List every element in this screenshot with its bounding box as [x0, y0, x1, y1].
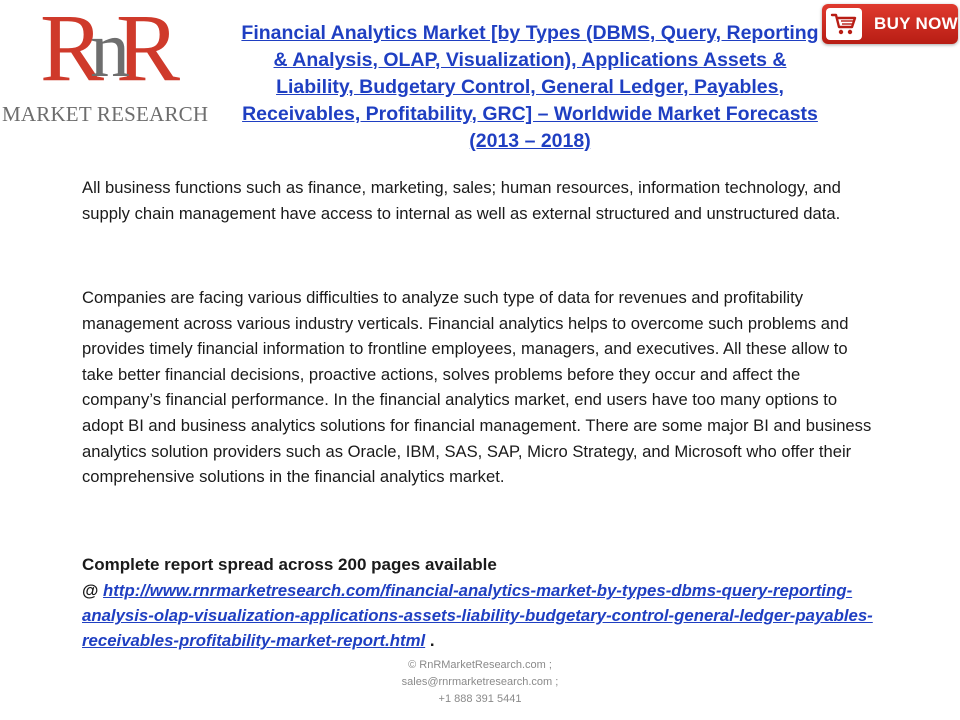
paragraph-intro: All business functions such as finance, marketing, sales; human resources, information technology, and supply chain management have access to internal as well as external structured and unstructured data. — [82, 178, 841, 223]
buy-now-label: BUY NOW — [874, 14, 958, 33]
logo-monogram — [40, 0, 166, 102]
company-logo — [0, 0, 230, 126]
shopping-cart-icon — [826, 8, 862, 40]
report-availability — [82, 552, 882, 653]
paragraph-details: Companies are facing various difficulties to analyze such type of data for revenues and profitability management across various industry verticals. Financial analytics helps to overcome such problems and provides timely financial information to frontline employees, managers, and executives. All these allow to take better financial decisions, proactive actions, solves problems before they occur and affect the company’s financial performance. In the financial analytics market, end users have too many options to adopt BI and business analytics solutions for financial management. There are some major BI and business analytics solution providers such as Oracle, IBM, SAS, SAP, Micro Strategy, and Microsoft who offer their comprehensive solutions in the financial analytics market. — [82, 288, 872, 487]
logo-letter-right: R — [116, 0, 167, 101]
buy-now-button[interactable] — [822, 4, 958, 44]
footer-copyright: © RnRMarketResearch.com ; — [408, 659, 552, 671]
report-pages-text: Complete report spread across 200 pages available — [82, 555, 497, 574]
report-url-link[interactable]: http://www.rnrmarketresearch.com/financial-analytics-market-by-types-dbms-query-reporting-analysis-olap-visualization-applications-assets-liability-budgetary-control-general-ledger-payables-receivables-profitability-market-report.html — [82, 581, 873, 650]
footer-contact — [0, 657, 960, 708]
logo-letter-left: R — [40, 0, 91, 101]
report-link-line — [82, 578, 882, 653]
link-trailing-period: . — [429, 631, 435, 650]
logo-letter-mid: n — [90, 6, 117, 94]
report-title[interactable]: Financial Analytics Market [by Types (DBMS, Query, Reporting & Analysis, OLAP, Visualization), Applications Assets & Liability, Budgetary Control, General Ledger, Payables, Receivables, Profitability, GRC] – Worldwide Market Forecasts (2013 – 2018) — [241, 22, 819, 152]
at-sign: @ — [82, 581, 99, 600]
logo-company-name: MARKET RESEARCH — [2, 102, 209, 126]
footer-email: sales@rnrmarketresearch.com ; — [401, 676, 559, 688]
footer-phone: +1 888 391 5441 — [438, 693, 522, 705]
